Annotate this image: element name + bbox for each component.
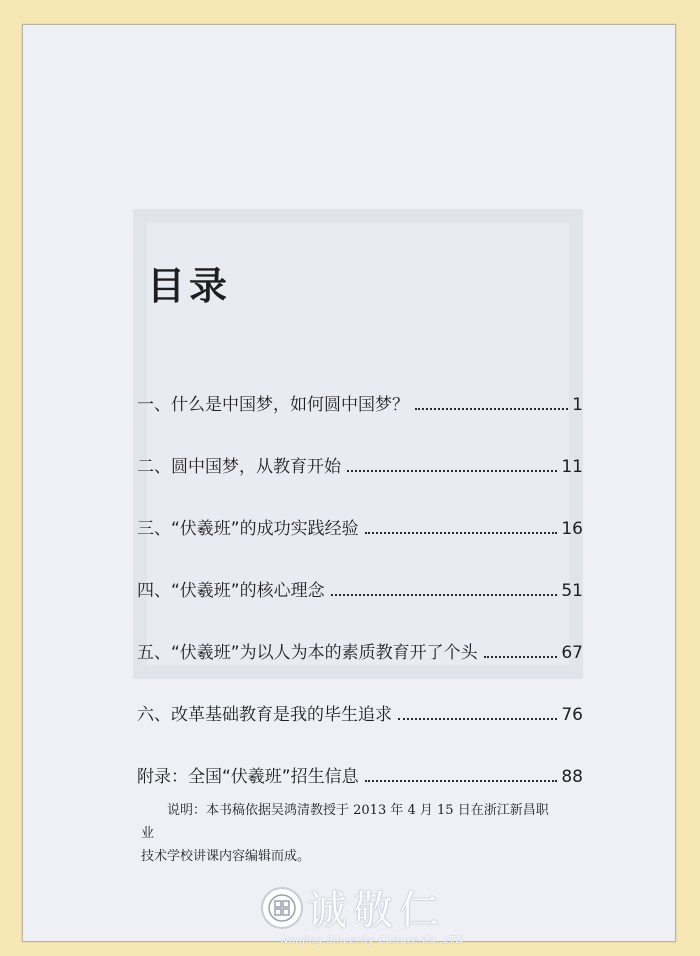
toc-entry: [137, 761, 583, 787]
document-page: [22, 24, 676, 946]
toc-entry-label: 六、改革基础教育是我的毕生追求: [137, 705, 392, 725]
toc-entry-label: 附录：全国“伏羲班”招生信息: [137, 767, 359, 787]
toc-entry: [137, 637, 583, 663]
toc-leader-dots: [398, 718, 557, 720]
toc-entry-page: 11: [561, 457, 583, 477]
toc-entry-page: 76: [561, 705, 583, 725]
toc-entry: [137, 575, 583, 601]
toc-leader-dots: [484, 656, 558, 658]
toc-entry-label: 四、“伏羲班”的核心理念: [137, 581, 325, 601]
toc-entry-label: 三、“伏羲班”的成功实践经验: [137, 519, 359, 539]
toc-leader-dots: [331, 594, 558, 596]
toc-entry-label: 五、“伏羲班”为以人为本的素质教育开了个头: [137, 643, 478, 663]
brand-name-english: Nanjing Sincerity Culture Co.,LTD: [281, 935, 464, 946]
toc-leader-dots: [365, 532, 558, 534]
toc-entry-page: 51: [561, 581, 583, 601]
toc-leader-dots: [415, 408, 568, 410]
editorial-note: [141, 799, 551, 868]
toc-entry: [137, 699, 583, 725]
page-title: 目录: [147, 264, 232, 308]
toc-entry-label: 一、什么是中国梦，如何圆中国梦？: [137, 395, 409, 415]
toc-entry: [137, 389, 583, 415]
note-line: 技术学校讲课内容编辑而成。: [141, 849, 311, 864]
toc-entry-label: 二、圆中国梦，从教育开始: [137, 457, 341, 477]
toc-entry-page: 88: [561, 767, 583, 787]
toc-entry-page: 1: [572, 395, 583, 415]
toc-leader-dots: [347, 470, 557, 472]
toc-entry: [137, 513, 583, 539]
toc-entry-page: 67: [561, 643, 583, 663]
seal-logo-icon: [261, 887, 303, 929]
toc-entry-page: 16: [561, 519, 583, 539]
note-line: 说明：本书稿依据吴鸿清教授于 2013 年 4 月 15 日在浙江新昌职业: [141, 803, 549, 841]
publisher-watermark: [261, 873, 481, 953]
brand-name: 诚敬仁: [307, 888, 445, 934]
toc-entry: [137, 451, 583, 477]
toc-leader-dots: [365, 780, 558, 782]
